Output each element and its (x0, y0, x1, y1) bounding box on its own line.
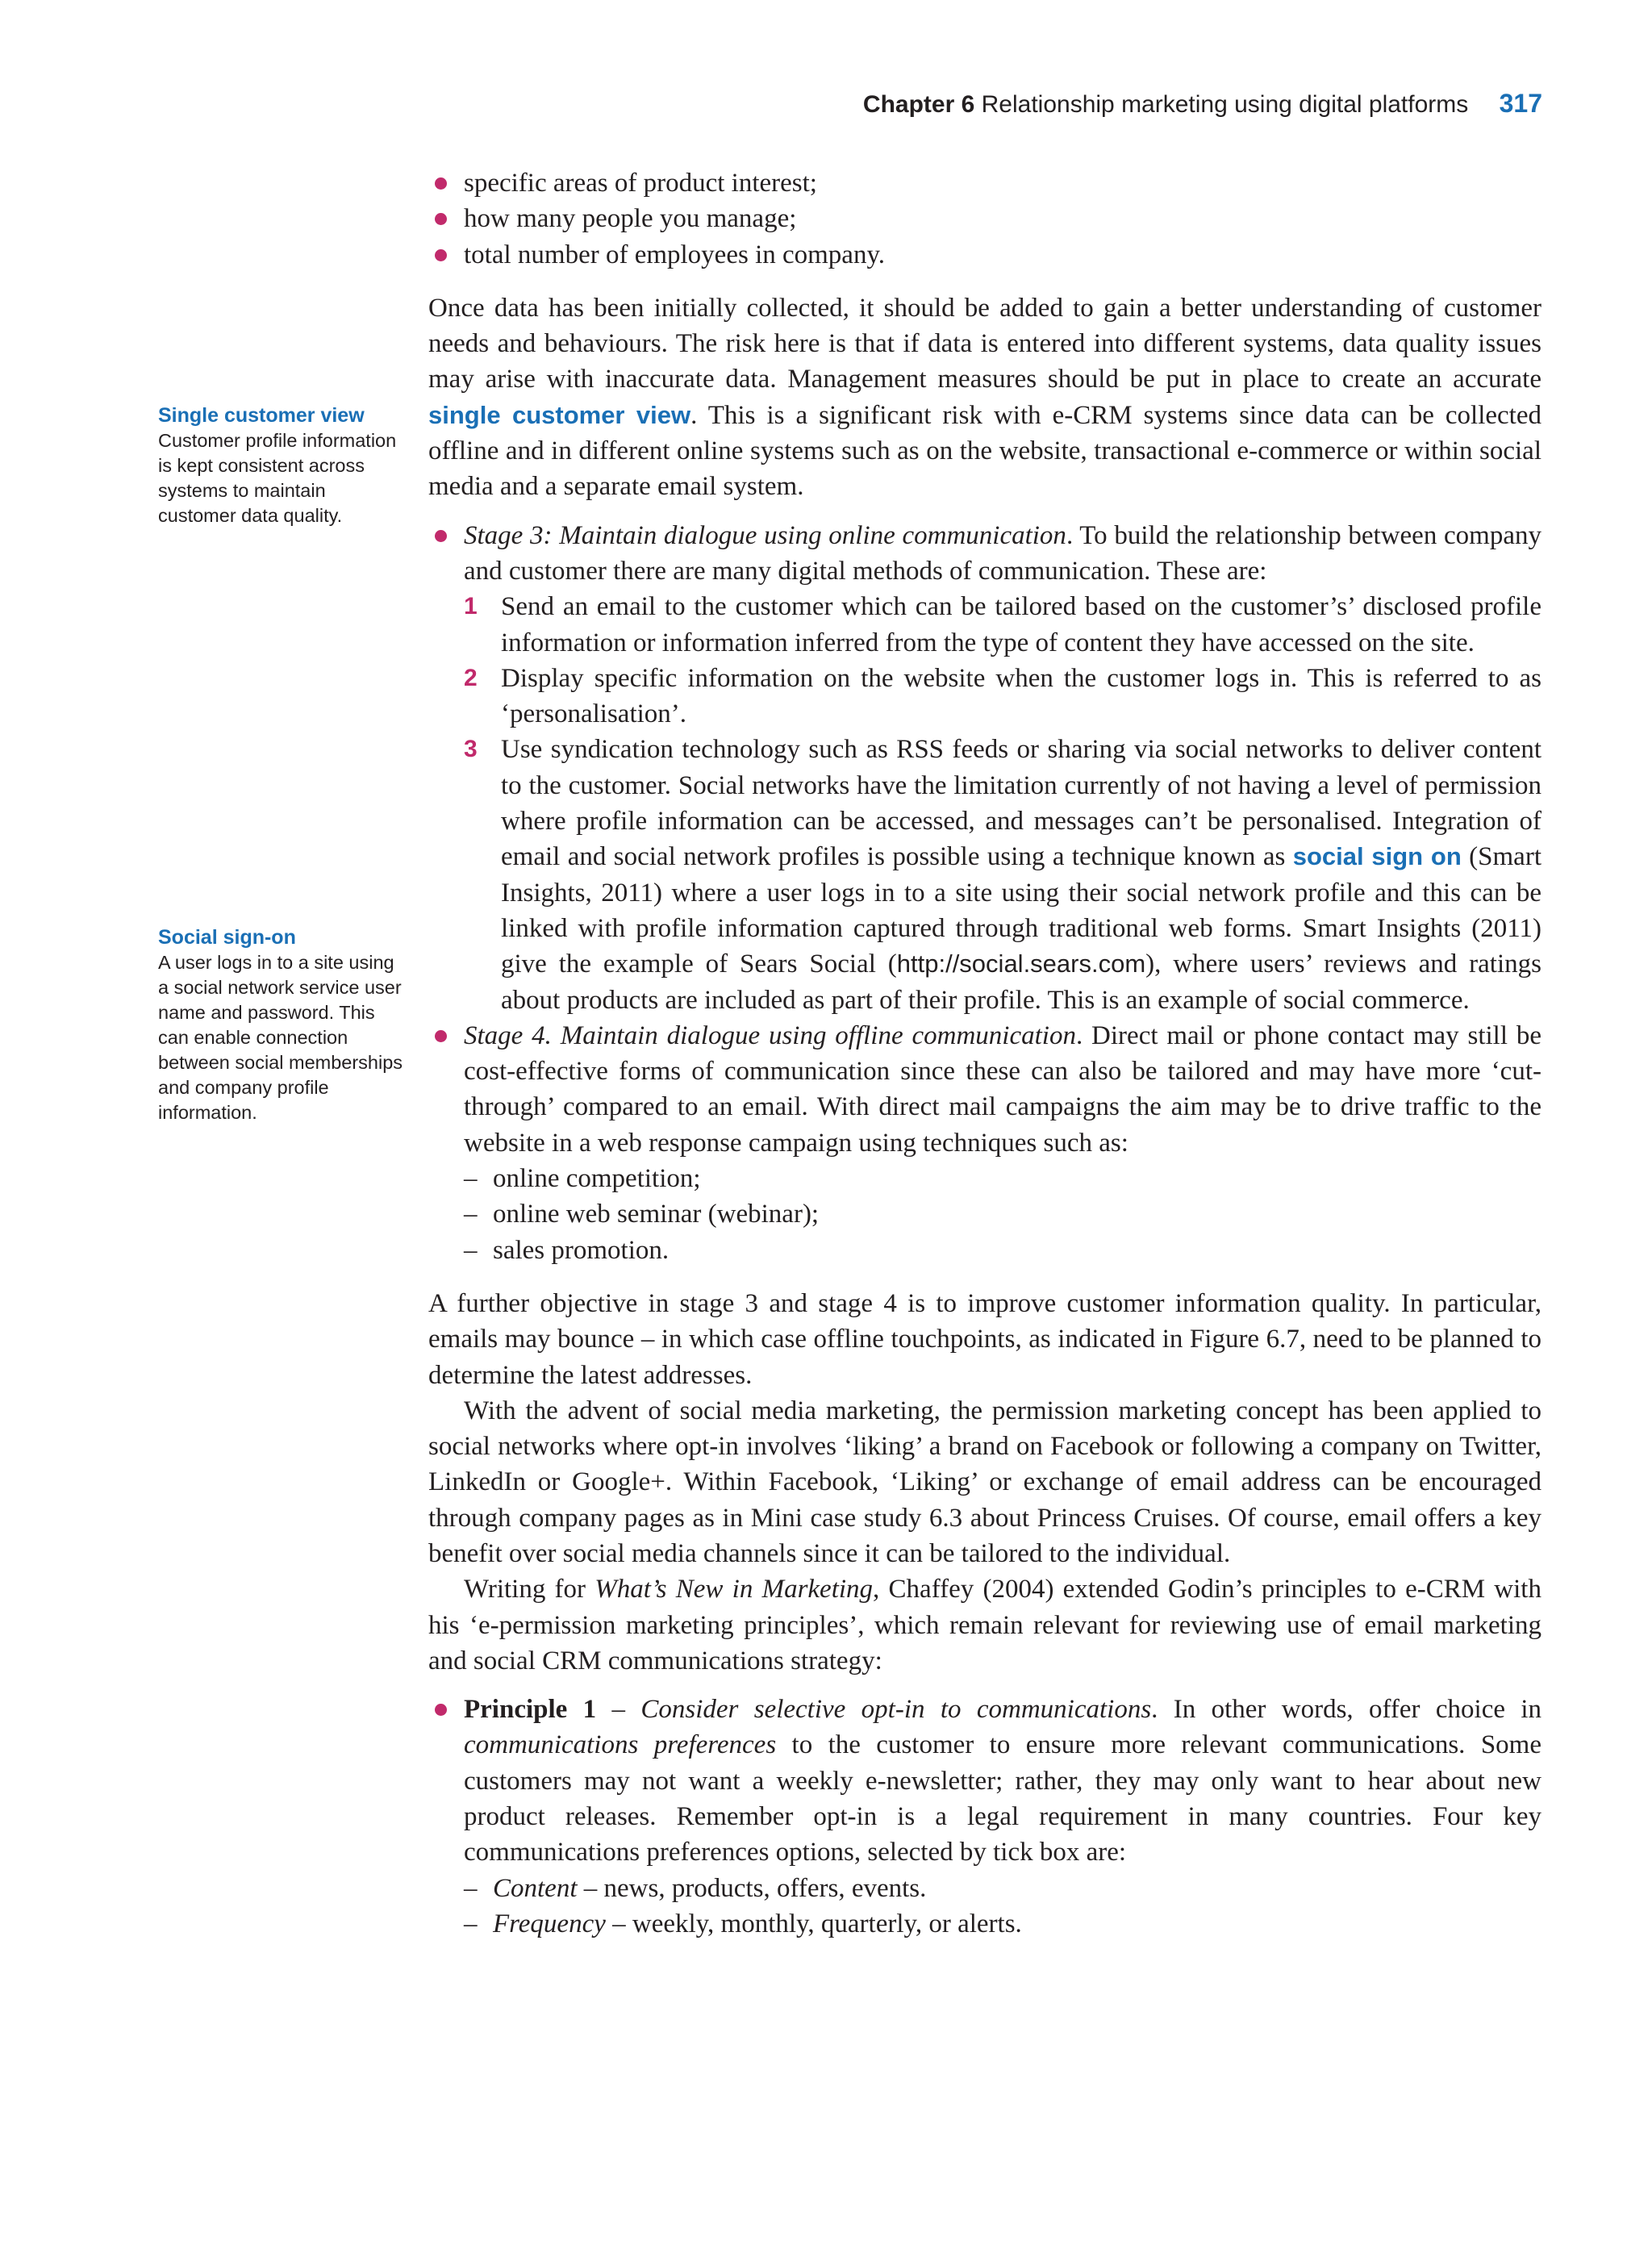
stage-3-item (428, 518, 1541, 1018)
paragraph: A further objective in stage 3 and stage 4 is to improve customer information quality. In particular, emails may bounce – in which case offline touchpoints, as indicated in Figure 6.7, need to be planned to determine the latest addresses. (428, 1288, 1541, 1390)
text: . This is a significant risk with e-CRM systems since data can be collected offline and in different online systems such as on the website, transactional e-commerce or within social media and a separate email system. (428, 400, 1542, 502)
numbered-item (464, 732, 1541, 1017)
text: . In other words, offer choice in (1151, 1695, 1542, 1725)
chapter-title: Relationship marketing using digital platforms (981, 91, 1469, 118)
item-number: 1 (464, 593, 478, 620)
keyword-single-customer-view: single customer view (428, 400, 691, 429)
paragraph: With the advent of social media marketing, the permission marketing concept has been applied to social networks where opt-in involves ‘liking’ a brand on Facebook or following a company on Twitter, LinkedIn or Google+. Within Facebook, ‘Liking’ or exchange of email address can be encouraged through company pages as in Mini case study 6.3 about Princess Cruises. Of course, email offers a key benefit over social media channels since it can be tailored to the individual. (428, 1396, 1541, 1568)
text: , Chaffey (2004) extended Godin’s principles to e-CRM with his ‘e-permission marketing principles’, which remain relevant for reviewing use of email marketing and social CRM communications strategy: (428, 1575, 1541, 1675)
stage-title: Stage 4. Maintain dialogue using offline communication (464, 1020, 1076, 1050)
text: to the customer to ensure more relevant communications. Some customers may not want a weekly e-newsletter; rather, they may only want to hear about new product releases. Remember opt-in is a legal requirement in many countries. Four key communications preferences options, selected by tick box are: (464, 1730, 1541, 1867)
option-name: Content (493, 1873, 578, 1903)
principle-label: Principle 1 (464, 1695, 597, 1725)
url-link[interactable]: http://social.sears.com (896, 949, 1146, 979)
principle-1-item (428, 1692, 1541, 1942)
dash-list (464, 1161, 1541, 1268)
stage-list (428, 518, 1541, 1268)
running-header (863, 89, 1542, 119)
paragraph (428, 1571, 1541, 1679)
text: – weekly, monthly, quarterly, or alerts. (605, 1909, 1022, 1938)
main-column (428, 165, 1541, 1942)
text: . To build the relationship between company and customer there are many digital methods of communication. These are: (464, 520, 1541, 586)
margin-note-social-sign-on (158, 925, 404, 1125)
list-item: – online competition; (464, 1161, 1541, 1196)
list-item: how many people you manage; (428, 201, 1541, 236)
list-item: – online web seminar (webinar); (464, 1196, 1541, 1232)
list-item: specific areas of product interest; (428, 165, 1541, 201)
text: communications preferences (464, 1730, 777, 1760)
page-number: 317 (1499, 89, 1542, 118)
item-number: 3 (464, 736, 478, 763)
text: Once data has been initially collected, it should be added to gain a better understanding of customer needs and behaviours. The risk here is that if data is entered into different systems, data quality issues may arise with inaccurate data. Management measures should be put in place to create an accurate (428, 293, 1541, 394)
principle-title: Consider selective opt-in to communications (640, 1695, 1152, 1725)
text: (Smart Insights, 2011) where a user logs in to a site using their social network profile and this can be linked with profile information captured through traditional web forms. Smart Insights (2011) give the example of Sears Social ( (501, 842, 1541, 979)
margin-note-single-customer-view (158, 403, 404, 528)
item-number: 2 (464, 664, 478, 691)
list-item (464, 1906, 1541, 1942)
list-item: total number of employees in company. (428, 237, 1541, 273)
numbered-item (464, 661, 1541, 732)
dash-list (464, 1871, 1541, 1942)
text: Writing for (464, 1575, 595, 1604)
keyword-social-sign-on: social sign on (1292, 842, 1462, 871)
numbered-item (464, 589, 1541, 661)
text: Display specific information on the website when the customer logs in. This is referred to as ‘personalisation’. (501, 663, 1541, 729)
principle-list (428, 1692, 1541, 1942)
paragraph (428, 290, 1541, 505)
publication-title: What’s New in Marketing (594, 1575, 874, 1604)
text: Use syndication technology such as RSS feeds or sharing via social networks to deliver content to the customer. Social networks have the limitation currently of not having a level of permission where profile information can be accessed, and messages can’t be personalised. Integration of email and social network profiles is possible using a technique known as (501, 735, 1541, 872)
list-item (464, 1871, 1541, 1906)
list-item: – sales promotion. (464, 1233, 1541, 1268)
margin-note-term: Social sign-on (158, 926, 296, 949)
option-name: Frequency (493, 1909, 606, 1938)
text: – news, products, offers, events. (577, 1873, 927, 1903)
numbered-list (464, 589, 1541, 1018)
text: Send an email to the customer which can be tailored based on the customer’s’ disclosed profile information or information inferred from the type of content they have accessed on the site. (501, 592, 1541, 657)
text: . Direct mail or phone contact may still be cost-effective forms of communication since these can also be tailored and may have more ‘cut-through’ compared to an email. With direct mail campaigns the aim may be to drive traffic to the website in a web response campaign using techniques such as: (464, 1020, 1542, 1158)
text: – (596, 1695, 641, 1725)
stage-title: Stage 3: Maintain dialogue using online communication (464, 520, 1066, 550)
margin-note-definition: A user logs in to a site using a social network service user name and password. This can enable connection between social memberships and company profile information. (158, 952, 403, 1123)
top-bullet-list (428, 165, 1541, 273)
margin-note-term: Single customer view (158, 404, 365, 427)
text: ), where users’ reviews and ratings about products are included as part of their profile. This is an example of social commerce. (501, 949, 1541, 1015)
chapter-label: Chapter 6 (862, 91, 975, 118)
margin-note-definition: Customer profile information is kept consistent across systems to maintain customer data quality. (158, 430, 397, 526)
stage-4-item (428, 1018, 1541, 1268)
